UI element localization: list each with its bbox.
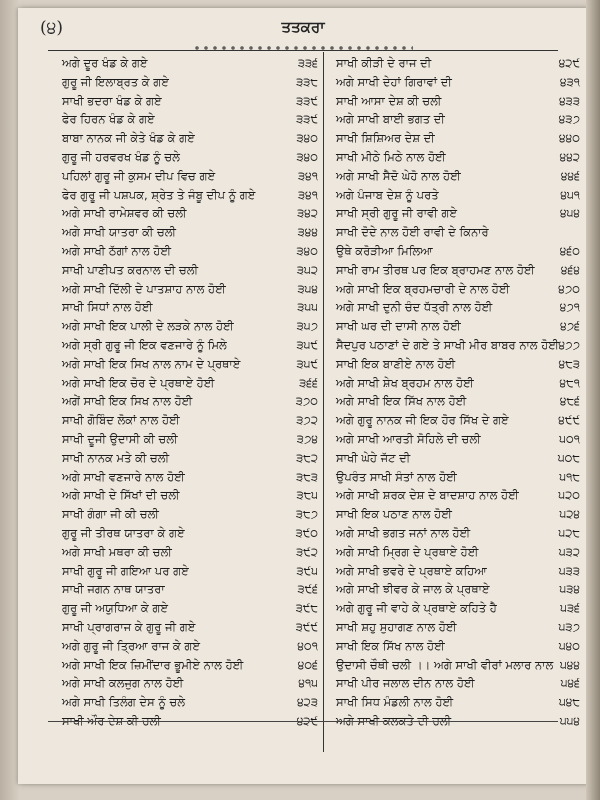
contents-row [18,148,588,167]
right-entry-title: ਅਗੇ ਸਾਖੀ ਭਗਤ ਜਨਾਂ ਨਾਲ ਹੋਈ [336,525,471,540]
contents-row [18,336,588,355]
right-entry-title: ਅਗੇ ਪੰਜਾਬ ਦੇਸ਼ ਨੂੰ ਪਰਤੇ [336,187,439,202]
left-entry-page: ੩੫੨ [296,262,318,277]
left-entry-page: ੩੪੨ [297,206,318,221]
left-entry-title: ਅਗੇ ਸਾਖੀ ਕਲਜੁਗ ਨਾਲ ਹੋਈ [62,676,184,691]
right-entry-title: ਅਗੇ ਸਾਖੀ ਕਲਕਤੇ ਦੀ ਚਲੀ [336,713,452,728]
right-entry-title: ਅਗੇ ਸਾਖੀ ਦੇਹਾਂ ਗਿਰਾਵਾਂ ਦੀ [336,74,452,89]
right-entry-page: ੫੪੦ [558,638,580,653]
bottom-rule [48,721,558,722]
right-entry-page: ੪੬੪ [560,262,580,277]
left-entry-title: ਅਗੇ ਦੂਰ ਖੰਡ ਕੇ ਗਏ [62,56,148,70]
contents-row [18,280,588,299]
right-entry-title: ਸਾਖੀ ਇਕ ਸਿੱਖ ਨਾਲ ਹੋਈ [336,638,445,653]
right-entry-title: ਸਾਖੀ ਘੇਹੇ ਜੱਟ ਦੀ [336,450,411,465]
right-entry-page: ੪੩੭ [558,112,580,127]
contents-row [18,392,588,411]
right-entry-page: ੪੪੦ [559,131,580,146]
right-entry-title: ਸਾਖੀ ਪੀਰ ਜਲਾਲ ਦੀਨ ਨਾਲ ਹੋਈ [336,676,475,691]
contents-row [18,468,588,487]
contents-row [18,618,588,637]
right-entry-page: ੪੭੬ [560,319,580,334]
right-entry-title: ਅਗੇ ਗੁਰੂ ਜੀ ਵਾਹੇ ਕੇ ਪ੍ਰਥਾਏ ਕਹਿਤੇ ਹੈ [336,601,497,616]
left-entry-page: ੩੭੨ [296,413,318,428]
left-entry-title: ਸਾਖੀ ਜਗਨ ਨਾਥ ਯਾਤਰਾ [62,582,165,597]
left-entry-page: ੩੩੯ [296,112,318,127]
left-entry-page: ੩੯੮ [295,601,318,616]
right-entry-title: ਸਾਖੀ ਸਿਧ ਮੰਡਲੀ ਨਾਲ ਹੋਈ [336,695,454,710]
contents-row [18,599,588,618]
contents-row [18,167,588,186]
right-entry-title: ਅਗੇ ਸਾਖੀ ਸ਼ਰਕ ਦੇਸ਼ ਦੇ ਬਾਦਸ਼ਾਹ ਨਾਲ ਹੋਈ [336,488,519,503]
contents-table [18,54,588,731]
right-entry-title: ਸਾਖੀ ਮੀਠੇ ਮਿਠੇ ਨਾਲ ਹੋਈ [336,149,446,164]
left-entry-title: ਅਗੇ ਸਾਖੀ ਇਕ ਜ਼ਿਮੀਂਦਾਰ ਭੂਮੀਏ ਨਾਲ ਹੋਈ [62,657,244,672]
right-entry-title: ਸਾਖੀ ਇਕ ਬਾਣੀਏ ਨਾਲ ਹੋਈ [336,356,456,371]
left-entry-page: ੩੪੦ [296,149,318,164]
left-entry-page: ੪੦੬ [297,657,318,672]
left-entry-title: ਸਾਖੀ ਗੋਬਿੰਦ ਲੋਕਾਂ ਨਾਲ ਹੋਈ [62,413,180,428]
left-entry-title: ਅਗੇ ਸਾਖੀ ਦੇ ਸਿੱਖਾਂ ਦੀ ਚਲੀ [62,488,180,503]
contents-row [18,355,588,374]
left-entry-page: ੩੯੦ [295,525,318,540]
left-entry-page: ੩੮੭ [295,507,318,522]
left-entry-title: ਸਾਖੀ ਪਾਣੀਪਤ ਕਰਨਾਲ ਦੀ ਚਲੀ [62,262,199,277]
right-entry-page: ੪੮੬ [559,394,580,409]
contents-row [18,129,588,148]
right-entry-title: ਅਗੇ ਸਾਖੀ ਬਾਈ ਭਗਤ ਦੀ [336,112,445,127]
left-entry-page: ੪੦੧ [297,638,318,653]
left-entry-page: ੩੪੪ [297,225,318,240]
right-entry-title: ਅਗੇ ਸਾਖੀ ਝੀਵਰ ਕੇ ਜਾਲ ਕੇ ਪ੍ਰਥਾਏ [336,582,490,597]
contents-row [18,242,588,261]
left-entry-title: ਅਗੇ ਸ੍ਰੀ ਗੁਰੂ ਜੀ ਇਕ ਵਣਜਾਰੇ ਨੂੰ ਮਿਲੇ [62,337,227,352]
right-entry-page: ੫੪੬ [560,676,580,691]
left-entry-title: ਅਗੇ ਸਾਖੀ ਰਾਮੇਸ਼ਵਰ ਕੀ ਚਲੀ [62,206,187,221]
left-entry-title: ਫੇਰ ਗੁਰੂ ਜੀ ਪਸ਼ਪਕ, ਸ਼੍ਰੇਤ ਤੇ ਜੰਬੂ ਦੀਪ ਨੂੰ ਗਏ [62,187,256,202]
right-entry-title: ਅਗੇ ਸਾਖੀ ਆਰਤੀ ਸੋਹਿਲੇ ਦੀ ਚਲੀ [336,431,481,446]
contents-row [18,317,588,336]
right-entry-page: ੫੩੩ [558,563,580,578]
right-entry-title: ਸਾਖੀ ਸ੍ਰੀ ਗੁਰੂ ਜੀ ਰਾਵੀ ਗਏ [336,206,458,221]
binding-edge [0,0,20,800]
left-entry-title: ਸਾਖੀ ਗੰਗਾ ਜੀ ਕੀ ਚਲੀ [62,507,159,522]
left-entry-page: ੩੫੯ [296,337,318,352]
right-entry-title: ਉਪਰੰਤ ਸਾਖੀ ਸੰਤਾਂ ਨਾਲ ਹੋਈ [336,469,457,484]
right-entry-page: ੪੭੭ [558,337,580,352]
right-entry-title: ਉਥੇ ਕਰੋੜੀਆ ਮਿਲਿਆ [336,243,433,258]
left-entry-page: ੩੩੮ [296,74,318,89]
right-entry-page: ੪੨੯ [558,56,580,70]
left-entry-page: ੩੪੧ [297,187,318,202]
contents-row [18,374,588,393]
right-entry-page: ੪੯੯ [558,413,580,428]
contents-row [18,298,588,317]
contents-row [18,73,588,92]
right-entry-title: ਸਾਖੀ ਸ਼ਹੁ ਸੁਹਾਗਣ ਨਾਲ ਹੋਈ [336,619,457,634]
right-entry-title: ਸਾਖੀ ਸ਼ਿਸ਼ਿਅਰ ਦੇਸ਼ ਦੀ [336,131,435,146]
right-entry-title: ਅਗੇ ਸਾਖੀ ਭਵਰੇ ਦੇ ਪ੍ਰਥਾਏ ਕਹਿਆ [336,563,487,578]
left-entry-page: ੩੮੫ [296,488,318,503]
left-entry-page: ੩੪੦ [296,131,318,146]
right-entry-title: ਅਗੇ ਸਾਖੀ ਮ੍ਰਿਗ ਦੇ ਪ੍ਰਥਾਏ ਹੋਈ [336,544,479,559]
left-entry-page: ੩੪੦ [296,243,318,258]
right-entry-title: ਸਾਖੀ ਕੀੜੀ ਦੇ ਰਾਜ ਦੀ [336,56,432,70]
left-entry-title: ਸਾਖੀ ਪ੍ਰਾਗਰਾਜ ਕੇ ਗੁਰੂ ਜੀ ਗਏ [62,619,196,634]
right-entry-page: ੫੨੦ [558,488,580,503]
right-entry-page: ੫੫੪ [559,713,580,728]
left-entry-title: ਗੁਰੂ ਜੀ ਤੀਰਥ ਯਾਤਰਾ ਕੇ ਗਏ [62,525,185,540]
left-entry-title: ਗੁਰੂ ਜੀ ਹਰਵਰਖ ਖੰਡ ਨੂੰ ਚਲੇ [62,149,180,164]
left-entry-title: ਅਗੇ ਗੁਰੂ ਜੀ ਤ੍ਰਿਆ ਰਾਜ ਕੇ ਗਏ [62,638,201,653]
left-entry-title: ਸਾਖੀ ਸਿਧਾਂ ਨਾਲ ਹੋਈ [62,300,153,315]
left-entry-title: ਫੇਰ ਹਿਰਨ ਖੰਡ ਕੇ ਗਏ [62,112,155,127]
contents-row [18,430,588,449]
right-entry-title: ਅਗੇ ਸਾਖੀ ਸੈਦੋ ਘੇਹੋ ਨਾਲ ਹੋਈ [336,168,461,183]
left-entry-title: ਅਗੇ ਸਾਖੀ ਮਥਰਾ ਕੀ ਚਲੀ [62,544,172,559]
page-edge-shadow [586,0,600,800]
left-entry-title: ਅਗੇਂ ਸਾਖੀ ਇਕ ਸਿਖ ਨਾਲ ਹੋਈ [62,394,193,409]
right-entry-page: ੫੪੮ [559,695,580,710]
right-entry-title: ਅਗੇ ਸਾਖੀ ਇਕ ਸਿੱਖ ਨਾਲ ਹੋਈ [336,394,467,409]
left-entry-title: ਅਗੇ ਸਾਖੀ ਇਕ ਪਾਲੀ ਦੇ ਲੜਕੇ ਨਾਲ ਹੋਈ [62,319,234,334]
page-title: ਤਤਕਰਾ [281,18,325,36]
left-entry-title: ਗੁਰੂ ਜੀ ਇਲਾਬ੍ਰਤ ਕੇ ਗਏ [62,74,169,89]
contents-row [18,524,588,543]
right-entry-page: ੫੨੮ [558,525,580,540]
contents-row [18,656,588,675]
right-entry-page: ੫੩੬ [560,601,580,616]
right-entry-page [536,223,580,242]
left-entry-page: ੩੯੨ [296,544,318,559]
contents-row [18,674,588,693]
left-entry-page: ੪੨੩ [297,695,318,710]
left-entry-page: ੩੫੫ [297,300,318,315]
contents-row [18,223,588,242]
contents-row [18,693,588,712]
left-entry-title: ਸਾਖੀ ਭਦਰਾ ਖੰਡ ਕੇ ਗਏ [62,93,162,108]
left-entry-title: ਅਗੇ ਸਾਖੀ ਠੱਗਾਂ ਨਾਲ ਹੋਈ [62,243,172,258]
left-entry-title: ਸਾਖੀ ਦੂਜੀ ਉਦਾਸੀ ਕੀ ਚਲੀ [62,431,178,446]
left-entry-title: ਅਗੇ ਸਾਖੀ ਯਾਤਰਾ ਕੀ ਚਲੀ [62,225,177,240]
right-entry-page: ੪੭੦ [558,281,580,296]
right-entry-page: ੪੩੧ [559,74,580,89]
contents-row [18,92,588,111]
right-entry-page: ੫੩੨ [558,544,580,559]
right-entry-page: ੪੮੧ [559,375,580,390]
contents-row [18,204,588,223]
contents-row [18,261,588,280]
left-entry-page: ੩੫੯ [296,356,318,371]
right-entry-page: ੫੧੮ [559,469,580,484]
left-entry-page: ੩੯੬ [297,582,318,597]
left-entry-page: ੩੮੨ [296,450,318,465]
right-entry-title: ਸਾਖੀ ਰਾਮ ਤੀਰਥ ਪਰ ਇਕ ਬ੍ਰਾਹਮਣ ਨਾਲ ਹੋਈ [336,262,535,277]
left-entry-page: ੩੪੧ [297,168,318,183]
left-entry-page: ੩੩੯ [296,93,318,108]
right-entry-title: ਸਾਖੀ ਇਕ ਪਠਾਣ ਨਾਲ ਹੋਈ [336,507,452,522]
left-entry-title: ਸਾਖੀ ਗੁਰੂ ਜੀ ਗਇਆ ਪਰ ਗਏ [62,563,189,578]
left-entry-page: ੩੩੬ [297,56,318,70]
contents-row [18,580,588,599]
right-entry-title: ਅਗੇ ਗੁਰੂ ਨਾਨਕ ਜੀ ਇਕ ਹੋਰ ਸਿੱਖ ਦੇ ਗਏ [336,413,509,428]
right-entry-title: ਅਗੇ ਸਾਖੀ ਸ਼ੇਖ ਬ੍ਰਹਮ ਨਾਲ ਹੋਈ [336,375,474,390]
book-page [18,8,588,784]
right-entry-page: ੪੫੧ [560,187,580,202]
left-entry-title: ਗੁਰੂ ਜੀ ਅਯੁਧਿਆ ਕੇ ਗਏ [62,601,169,616]
right-entry-page: ੫੩੭ [558,619,580,634]
left-entry-title: ਸਾਖੀ ਔਰ ਦੇਸ਼ ਕੀ ਚਲੀ [62,713,161,728]
right-entry-page: ੫੦੧ [559,431,580,446]
right-entry-page: ੪੩੩ [559,93,580,108]
right-entry-page: ੪੭੧ [559,300,580,315]
left-entry-title: ਸਾਖੀ ਨਾਨਕ ਮਤੇ ਕੀ ਚਲੀ [62,450,170,465]
left-entry-page: ੩੯੯ [295,619,318,634]
left-entry-title: ਅਗੇ ਸਾਖੀ ਵਣਜਾਰੇ ਨਾਲ ਹੋਈ [62,469,185,484]
left-entry-page: ੩੭੦ [295,394,318,409]
contents-row [18,449,588,468]
right-entry-page: ੫੩੪ [559,582,580,597]
page-number: (੪) [40,18,64,38]
left-entry-title: ਅਗੇ ਸਾਖੀ ਦਿੱਲੀ ਦੇ ਪਾਤਸ਼ਾਹ ਨਾਲ ਹੋਈ [62,281,226,296]
right-entry-title: ਸੈਦਪੁਰ ਪਠਾਣਾਂ ਦੇ ਗਏ ਤੇ ਸਾਖੀ ਮੀਰ ਬਾਬਰ ਨਾਲ ਹੋਈ [336,337,559,352]
right-entry-title: ਸਾਖੀ ਦੋਦੇ ਨਾਲ ਹੋਈ ਰਾਵੀ ਦੇ ਕਿਨਾਰੇ [336,225,489,240]
right-entry-page: ੫੨੪ [559,507,580,522]
contents-row [18,110,588,129]
contents-row [18,486,588,505]
left-entry-page: ੩੭੪ [296,431,318,446]
right-entry-title: ਸਾਖੀ ਘਰ ਦੀ ਦਾਸੀ ਨਾਲ ਹੋਈ [336,319,461,334]
right-entry-page: ੪੬੦ [559,243,580,258]
right-entry-title: ਸਾਖੀ ਆਸਾ ਦੇਸ਼ ਕੀ ਚਲੀ [336,93,442,108]
left-entry-title: ਬਾਬਾ ਨਾਨਕ ਜੀ ਕੇਤੇ ਖੰਡ ਕੇ ਗਏ [62,131,195,146]
left-entry-page: ੩੯੫ [296,563,318,578]
right-entry-page: ੪੮੩ [558,356,580,371]
left-entry-title: ਅਗੇ ਸਾਖੀ ਇਕ ਚੋਰ ਦੇ ਪ੍ਰਥਾਏ ਹੋਈ [62,375,215,390]
left-entry-page: ੩੮੩ [296,469,318,484]
left-entry-title: ਅਗੇ ਸਾਖੀ ਇਕ ਸਿਖ ਨਾਲ ਨਾਮ ਦੇ ਪ੍ਰਥਾਏ [62,356,241,371]
right-entry-title: ਅਗੇ ਸਾਖੀ ਦੁਨੀ ਚੰਦ ਧੱਤ੍ਰੀ ਨਾਲ ਹੋਈ [336,300,493,315]
right-entry-page: ੪੪੨ [559,149,580,164]
left-entry-page: ੩੫੭ [296,319,318,334]
left-entry-page: ੪੧੫ [298,676,318,691]
left-entry-title: ਪਹਿਲਾਂ ਗੁਰੂ ਜੀ ਕੁਸਮ ਦੀਪ ਵਿਚ ਗਏ [62,168,216,183]
contents-row [18,411,588,430]
right-entry-page: ੫੦੮ [557,450,580,465]
right-entry-page: ੪੪੬ [560,168,580,183]
right-entry-title: ਅਗੇ ਸਾਖੀ ਇਕ ਬ੍ਰਹਮਚਾਰੀ ਦੇ ਨਾਲ ਹੋਈ [336,281,510,296]
contents-row [18,637,588,656]
left-entry-page: ੩੫੪ [297,281,318,296]
contents-row [18,186,588,205]
right-entry-page: ੫੪੪ [559,657,580,672]
contents-row [18,505,588,524]
contents-row [18,54,588,73]
contents-row [18,543,588,562]
right-entry-title: ਉਦਾਸੀ ਚੌਥੀ ਚਲੀ ।। ਅਗੇ ਸਾਖੀ ਵੀਰਾਂ ਮਲਾਰ ਨਾਲ [336,657,554,672]
top-rule [48,50,558,51]
left-entry-page: ੪੨੯ [296,713,318,728]
left-entry-title: ਅਗੇ ਸਾਖੀ ਤਿਲੰਗ ਦੇਸ ਨੂੰ ਚਲੇ [62,695,185,710]
right-entry-page: ੪੫੪ [559,206,580,221]
left-entry-page: ੩੬੬ [299,375,318,390]
contents-row [18,562,588,581]
